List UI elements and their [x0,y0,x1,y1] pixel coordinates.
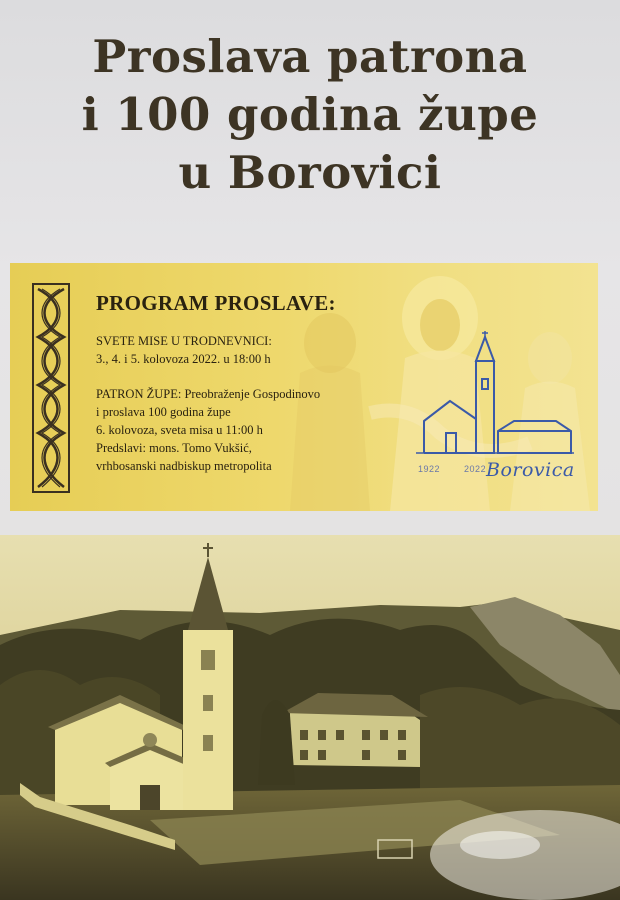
patron-line-2: i proslava 100 godina župe [96,405,231,419]
braid-ornament-icon [32,283,70,493]
title-line-2: i 100 godina župe [81,88,539,141]
masses-dates: 3., 4. i 5. kolovoza 2022. u 18:00 h [96,352,271,366]
church-photo [0,535,620,900]
program-text [96,291,396,475]
patron-line-3: 6. kolovoza, sveta misa u 11:00 h [96,423,263,437]
presider-line-2: vrhbosanski nadbiskup metropolita [96,459,272,473]
poster-title [0,28,620,202]
patron-line-1: PATRON ŽUPE: Preobraženje Gospodinovo [96,387,321,401]
title-line-1: Proslava patrona [92,30,528,83]
program-heading: PROGRAM PROSLAVE: [96,291,336,315]
logo-wordmark: Borovica [486,459,575,481]
year-start: 1922 [418,464,441,474]
presider-line-1: Predslavi: mons. Tomo Vukšić, [96,441,252,455]
logo-years [418,464,486,474]
title-line-3: u Borovici [178,146,442,199]
masses-heading: SVETE MISE U TRODNEVNICI: [96,334,272,348]
year-end: 2022 [464,464,487,474]
program-banner [10,263,598,511]
